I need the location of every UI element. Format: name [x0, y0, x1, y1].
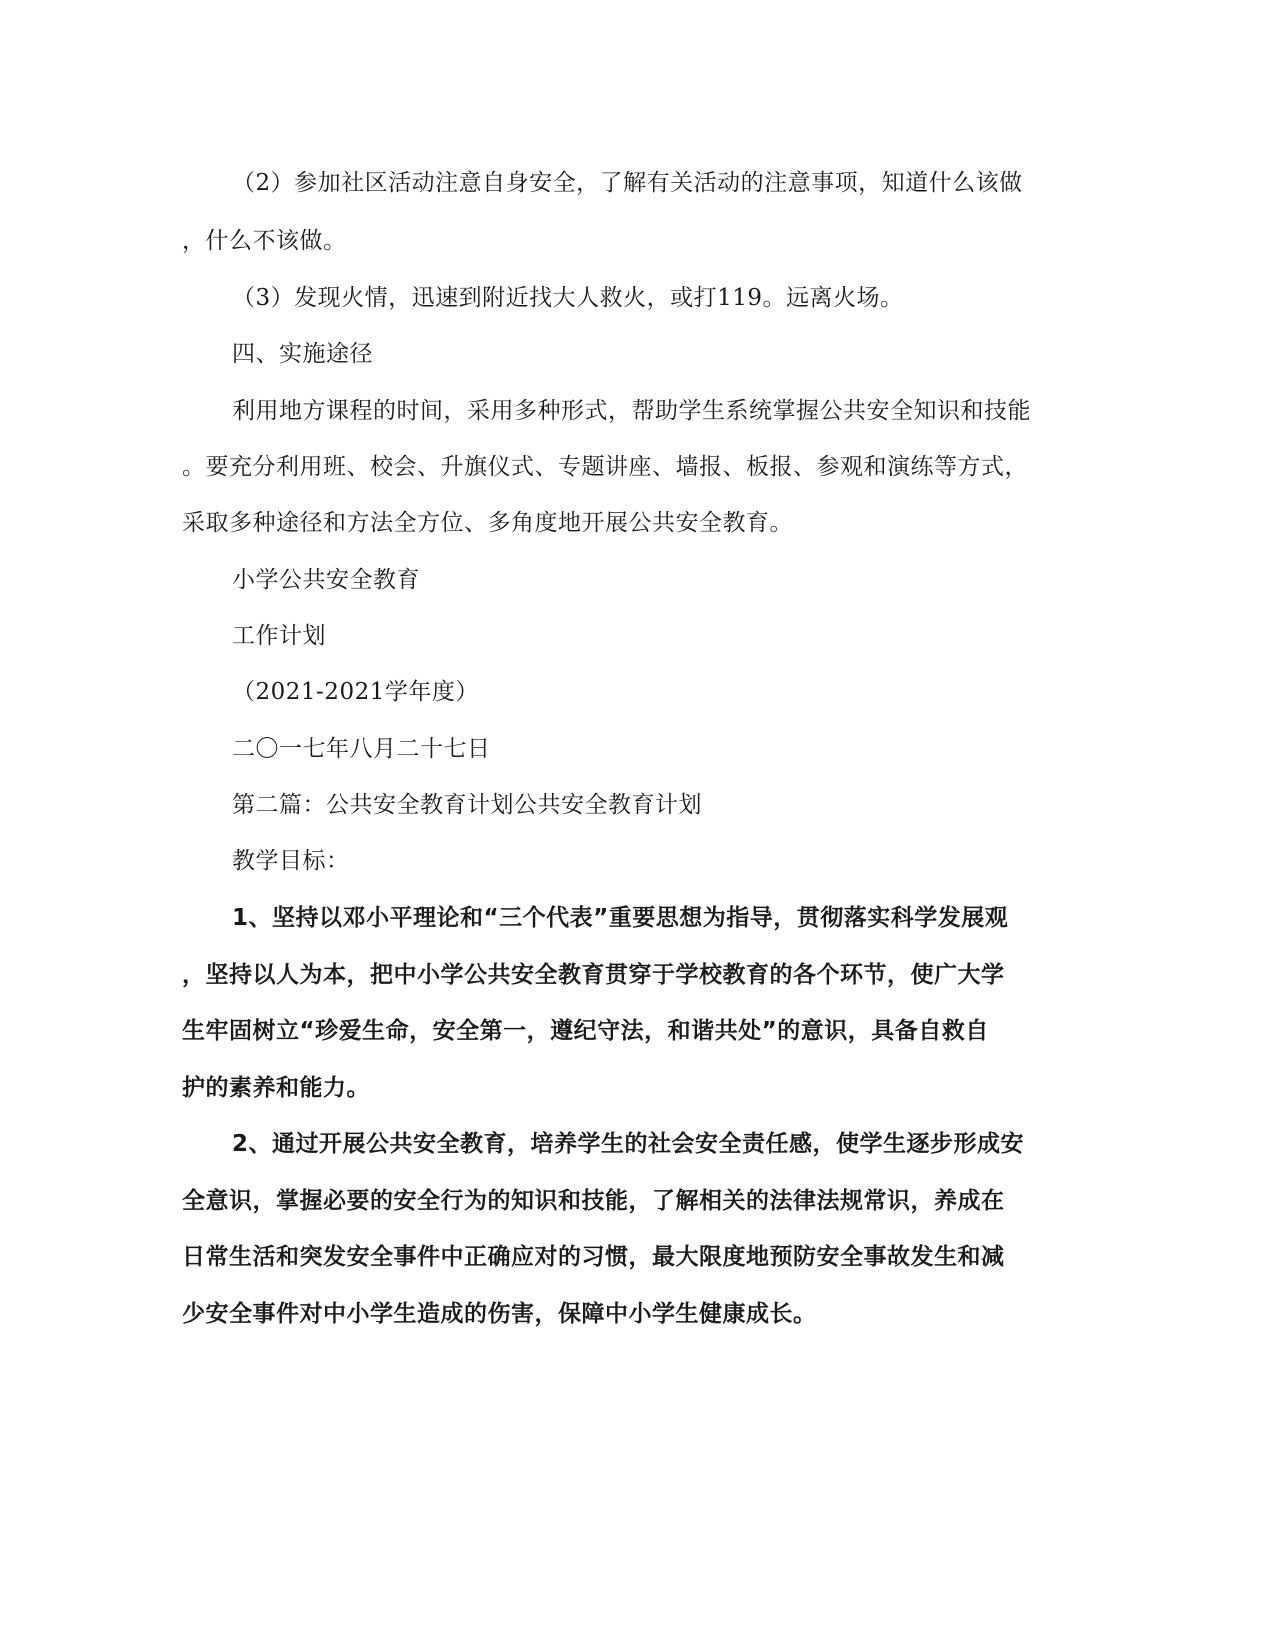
section-heading: 教学目标： [232, 848, 350, 874]
paragraph-line: ，什么不该做。 [182, 228, 347, 254]
paragraph-line: 护的素养和能力。 [182, 1075, 370, 1101]
paragraph-line: （3）发现火情，迅速到附近找大人救火，或打119。远离火场。 [232, 285, 904, 311]
section-heading: 第二篇：公共安全教育计划公共安全教育计划 [232, 792, 702, 818]
section-heading: 四、实施途径 [232, 341, 373, 367]
title-line: （2021-2021学年度） [232, 679, 479, 705]
paragraph-line: 全意识，掌握必要的安全行为的知识和技能，了解相关的法律法规常识，养成在 [182, 1188, 1005, 1214]
paragraph-line: ，坚持以人为本，把中小学公共安全教育贯穿于学校教育的各个环节，使广大学 [182, 962, 1005, 988]
paragraph-line: 日常生活和突发安全事件中正确应对的习惯，最大限度地预防安全事故发生和减 [182, 1244, 1005, 1270]
paragraph-line: 。要充分利用班、校会、升旗仪式、专题讲座、墙报、板报、参观和演练等方式， [182, 454, 1028, 480]
paragraph-line: （2）参加社区活动注意自身安全，了解有关活动的注意事项，知道什么该做 [232, 170, 1023, 196]
paragraph-line: 2、通过开展公共安全教育，培养学生的社会安全责任感，使学生逐步形成安 [232, 1131, 1025, 1157]
paragraph-line: 1、坚持以邓小平理论和“三个代表”重要思想为指导，贯彻落实科学发展观 [232, 905, 1009, 931]
date-line: 二〇一七年八月二十七日 [232, 736, 491, 762]
title-line: 工作计划 [232, 623, 326, 649]
title-line: 小学公共安全教育 [232, 567, 420, 593]
paragraph-line: 少安全事件对中小学生造成的伤害，保障中小学生健康成长。 [182, 1301, 817, 1327]
paragraph-line: 采取多种途径和方法全方位、多角度地开展公共安全教育。 [182, 510, 793, 536]
paragraph-line: 生牢固树立“珍爱生命，安全第一，遵纪守法，和谐共处”的意识，具备自救自 [182, 1018, 989, 1044]
paragraph-line: 利用地方课程的时间，采用多种形式，帮助学生系统掌握公共安全知识和技能 [232, 398, 1031, 424]
